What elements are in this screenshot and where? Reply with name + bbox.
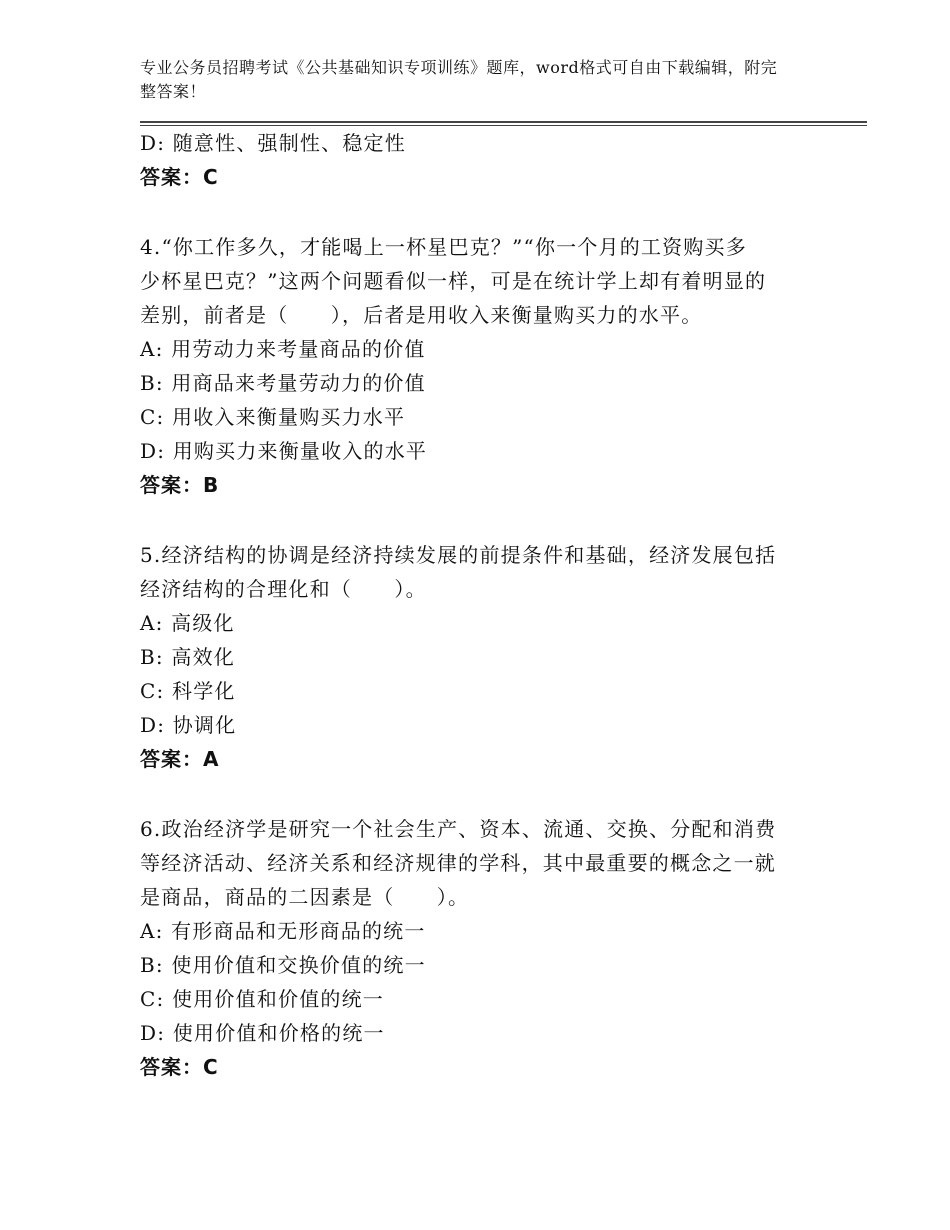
question-text-line: 等经济活动、经济关系和经济规律的学科，其中最重要的概念之一就	[140, 851, 776, 875]
option-d: D: 用购买力来衡量收入的水平	[140, 439, 428, 463]
option-c: C: 使用价值和价值的统一	[140, 987, 384, 1011]
question-text-line: 6.政治经济学是研究一个社会生产、资本、流通、交换、分配和消费	[140, 817, 777, 841]
question-text-line: 少杯星巴克？”这两个问题看似一样，可是在统计学上却有着明显的	[140, 269, 767, 293]
question-text-line: 差别，前者是（ ），后者是用收入来衡量购买力的水平。	[140, 303, 703, 327]
question-text-line: 经济结构的合理化和（ ）。	[140, 577, 427, 601]
option-a: A: 用劳动力来考量商品的价值	[140, 337, 426, 361]
option-d: D: 协调化	[140, 713, 237, 737]
document-header: 专业公务员招聘考试《公共基础知识专项训练》题库，word格式可自由下载编辑，附完整答案！	[140, 58, 778, 101]
option-c: C: 科学化	[140, 679, 236, 703]
question-text-line: 是商品，商品的二因素是（ ）。	[140, 885, 470, 909]
answer: 答案：B	[140, 473, 220, 497]
option-b: B: 使用价值和交换价值的统一	[140, 953, 426, 977]
spacer	[140, 194, 800, 230]
header-rule-thick	[140, 121, 867, 123]
question-4	[140, 230, 800, 502]
answer: 答案：C	[140, 165, 219, 189]
spacer	[140, 776, 800, 812]
question-text-line: 4.“你工作多久，才能喝上一杯星巴克？”“你一个月的工资购买多	[140, 235, 747, 259]
option-d: D: 使用价值和价格的统一	[140, 1021, 385, 1045]
option-b: B: 用商品来考量劳动力的价值	[140, 371, 426, 395]
question-3-tail	[140, 126, 800, 194]
question-text-line: 5.经济结构的协调是经济持续发展的前提条件和基础，经济发展包括	[140, 543, 777, 567]
answer: 答案：A	[140, 747, 220, 771]
option-c: C: 用收入来衡量购买力水平	[140, 405, 406, 429]
question-6	[140, 812, 800, 1084]
option-d: D: 随意性、强制性、稳定性	[140, 131, 406, 155]
answer: 答案：C	[140, 1055, 219, 1079]
spacer	[140, 502, 800, 538]
document-body	[140, 126, 800, 1084]
option-a: A: 高级化	[140, 611, 235, 635]
option-b: B: 高效化	[140, 645, 235, 669]
option-a: A: 有形商品和无形商品的统一	[140, 919, 426, 943]
question-5	[140, 538, 800, 776]
